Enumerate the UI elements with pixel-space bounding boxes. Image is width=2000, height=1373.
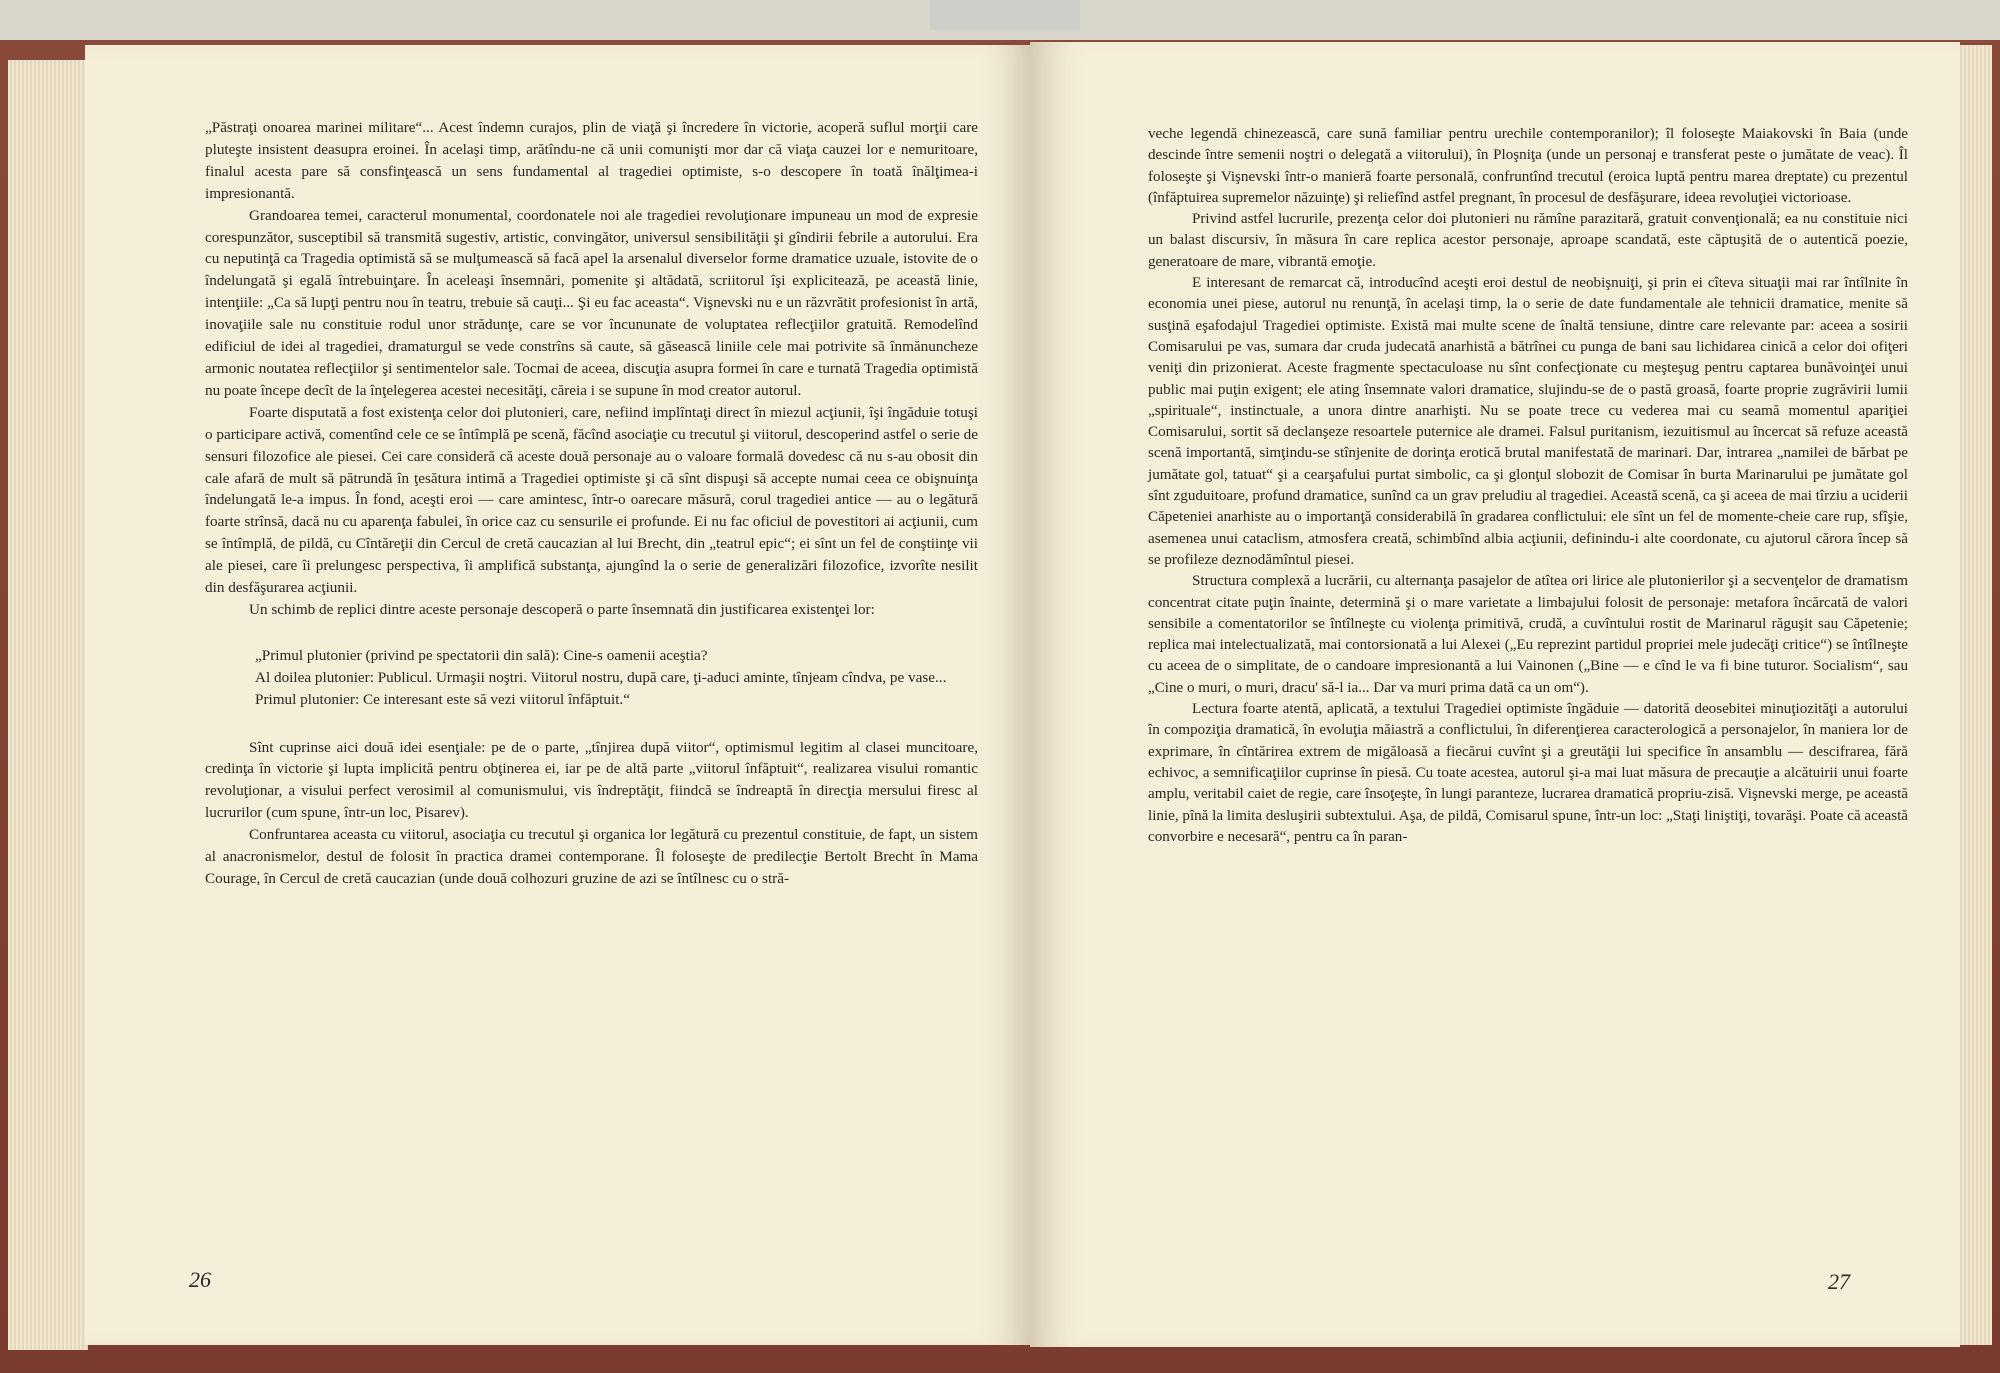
paragraph: Confruntarea aceasta cu viitorul, asociaţia cu trecutul şi organica lor legătură cu prezentul constituie, de fapt, un sistem al anacronismelor, destul de folosit în practica dramei contemporane. Îl foloseşte de predilecţie Bertolt Brecht în Mama Courage, în Cercul de cretă caucazian (unde două colhozuri gruzine de azi se întîlnesc cu o stră- [205, 826, 978, 887]
paragraph: Grandoarea temei, caracterul monumental, coordonatele noi ale tragediei revoluţionare impuneau un mod de expresie corespunzător, susceptibil să transmită sugestiv, artistic, convingător, universul sensibilităţii şi gîndirii febrile a autorului. Era cu neputinţă ca Tragedia optimistă să se mulţumească să facă apel la arsenalul diverselor forme dramatice uzuale, istovite de o îndelungată şi egală întrebuinţare. În aceleaşi însemnări, pomenite şi altădată, scriitorul îşi explicitează, pe această linie, intenţiile: „Ca să lupţi pentru nou în teatru, trebuie să cauţi... Şi eu fac aceasta“. Vişnevski nu e un răzvrătit profesionist în artă, inovaţiile sale nu constituie rodul unor strădunţe, care se vor încununate de voluptatea reflecţiilor gratuită. Remodelînd edificiul de idei al tragediei, dramaturgul se vede constrîns să caute, să găsească liniile cele mai potrivite să înmănuncheze armonic noutatea reflecţiilor şi sentimentelor sale. Tocmai de aceea, discuţia asupra formei în care e turnată Tragedia optimistă nu poate începe decît de la înţelegerea acestei necesităţi, căreia i se supune în mod creator autorul. [205, 206, 978, 399]
right-page [1030, 42, 1960, 1347]
paragraph: „Păstraţi onoarea marinei militare“... Acest îndemn curajos, plin de viaţă şi încredere în victorie, acoperă suflul morţii care pluteşte insistent deasupra eroinei. În acelaşi timp, arătîndu-ne că unii comunişti mor dar că viaţa cauzei lor e nemuritoare, finalul acesta pare să consfinţească un sens fundamental al tragediei optimiste, s-o descopere în toată înălţimea-i impresionantă. [205, 119, 978, 202]
paragraph: E interesant de remarcat că, introducînd aceşti eroi destul de neobişnuiţi, şi prin ei cîteva situaţii mai rar întîlnite în economia unei piese, autorul nu renunţă, în acelaşi timp, la o serie de date fundamentale ale tehnicii dramatice, menite să susţină eşafodajul Tragediei optimiste. Există mai multe scene de înaltă tensiune, dintre care relevante par: aceea a sosirii Comisarului pe vas, sumara dar cruda judecată anarhistă a bătrînei cu punga de bani sau lichidarea cinică a celor doi ofiţeri veniţi din prizonierat. Aceste fragmente spectaculoase nu sînt confecţionate cu meşteşug pentru captarea bunăvoinţei unui public mai puţin exigent; ele ating însemnate valori dramatice, slujindu-se de o pastă groasă, foarte proprie zugrăvirii lumii „spirituale“, instinctuale, a unora dintre anarhişti. Nu se poate trece cu vederea mai cu seamă momentul apariţiei Comisarului, sortit să declanşeze resoartele puternice ale dramei. Falsul puritanism, iezuitismul au încercat să refuze această scenă importantă, simţindu-se stînjenite de dorinţa erotică brutal manifestată de marinari. Dar, intrarea „namilei de bărbat pe jumătate gol, tatuat“ şi a cearşafului purtat simbolic, ca şi glonţul slobozit de Comisar în burta Marinarului pe jumătate gol sînt zguduitoare, profund dramatice, sunînd ca un grav preludiu al tragediei. Această scenă, ca şi aceea de mai tîrziu a uciderii Căpeteniei anarhiste au o importanţă considerabilă în gradarea conflictului: ele sînt un fel de momente-cheie care rup, sfîşie, asemenea unui cataclism, atmosfera creată, schimbînd albia acţiunii, definindu-i alte coordonate, cu ajutorul cărora încep să se profileze deznodămîntul piesei. [1148, 275, 1908, 568]
paragraph: Sînt cuprinse aici două idei esenţiale: pe de o parte, „tînjirea după viitor“, optimismul legitim al clasei muncitoare, credinţa în victorie şi lupta implicită pentru obţinerea ei, iar pe de altă parte „viitorul înfăptuit“, realizarea visului romantic revoluţionar, a visului perfect verosimil al comunismului, vis îndreptăţit, fiindcă se îndreaptă în direcţia mersului firesc al lucrurilor (cum spune, într-un loc, Pisarev). [205, 738, 978, 822]
quote-line: Primul plutonier: Ce interesant este să vezi viitorul înfăptuit.“ [255, 690, 630, 708]
paragraph: veche legendă chinezească, care sună familiar pentru urechile contemporanilor); îl foloseşte Maiakovski în Baia (unde descinde între semenii noştri o delegată a viitorului), în Ploşniţa (unde un personaj e transferat peste o jumătate de veac). Îl foloseşte şi Vişnevski într-o manieră foarte personală, confruntînd trecutul (eroica luptă pentru marea dreptate) cu prezentul (înfăptuirea supremelor năzuinţe) şi reliefînd astfel pregnant, în procesul de desfăşurare, ideea revoluţiei victorioase. [1148, 126, 1908, 206]
right-page-body [1148, 124, 1908, 848]
left-page-body [205, 117, 978, 890]
paragraph: Structura complexă a lucrării, cu alternanţa pasajelor de atîtea ori lirice ale plutonierilor şi a secvenţelor de dramatism concentrat citate puţin înainte, determină şi o mare varietate a limbajului folosit de personaje: metafora încărcată de valori sensibile a comentatorilor se întîlneşte cu violenţa primitivă, crudă, a cuvîntului rostit de Marinarul răguşit sau Căpetenie; replica mai intelectualizată, mai contorsionată a lui Alexei („Eu reprezint partidul propriei mele judecăţi critice“) se întîlneşte cu aceea de o simplitate, de o candoare impresionantă a lui Vainonen („Bine — e cînd le va fi bine tuturor. Socialism“, sau „Cine o muri, o muri, dracu' să-l ia... Dar va muri prima dată ca un om“). [1148, 573, 1908, 696]
quote-line: „Primul plutonier (privind pe spectatorii din sală): Cine-s oamenii aceştia? [255, 646, 708, 664]
page-number: 27 [1828, 1269, 1850, 1294]
background-tab [930, 0, 1080, 30]
page-edges-left [8, 60, 88, 1350]
paragraph: Privind astfel lucrurile, prezenţa celor doi plutonieri nu rămîne parazitară, gratuit convenţională; ea nu constituie nici un balast discursiv, în măsura în care replica acestor personaje, aproape scandată, este căptuşită de o autentică poezie, generatoare de mare, vibrantă emoţie. [1148, 211, 1908, 270]
paragraph: Un schimb de replici dintre aceste personaje descoperă o parte însemnată din justificarea existenţei lor: [249, 600, 875, 618]
page-number: 26 [189, 1267, 211, 1292]
left-page [85, 45, 1030, 1345]
dialogue-quote [255, 645, 978, 711]
paragraph: Lectura foarte atentă, aplicată, a textului Tragediei optimiste îngăduie — datorită deosebitei minuţiozităţi a autorului în compoziţia dramatică, în evoluţia măiastră a conflictului, în diferenţierea caracterologică a personajelor, în maniera lor de exprimare, în cîntărirea extrem de migăloasă a fiecărui cuvînt şi a greutăţii lui specifice în ansamblu — descifrarea, fără echivoc, a semnificaţiilor cuprinse în piesă. Cu toate acestea, autorul şi-a mai luat măsura de precauţie a alcătuirii unui foarte amplu, veritabil caiet de regie, care însoţeşte, în lungi paranteze, lucrarea dramatică propriu-zisă. Vişnevski merge, pe această linie, pînă la limita desluşirii subtextului. Aşa, de pildă, Comisarul spune, într-un loc: „Staţi liniştiţi, tovarăşi. Poate că această convorbire e necesară“, pentru ca în paran- [1148, 701, 1908, 845]
paragraph: Foarte disputată a fost existenţa celor doi plutonieri, care, nefiind implîntaţi direct în miezul acţiunii, îşi îngăduie totuşi o participare activă, comentînd cele ce se întîmplă pe scenă, făcînd asociaţie cu trecutul şi viitorul, descoperind astfel o serie de sensuri filozofice ale piesei. Cei care consideră că aceste două personaje au o valoare formală dovedesc că nu s-au obosit din cale afară de mult să pătrundă în ţesătura intimă a Tragediei optimiste şi că sînt dispuşi să accepte numai ceea ce obişnuinţa îndelungată le-a impus. În fond, aceşti eroi — care amintesc, într-o oarecare măsură, corul tragediei antice — au o legătură foarte strînsă, dacă nu cu aparenţa fabulei, în orice caz cu sensurile ei profunde. Ei nu fac oficiul de povestitori ai acţiunii, cum se întîmplă, de pildă, cu Cîntăreţii din Cercul de cretă caucazian al lui Brecht, din „teatrul epic“; ei sînt un fel de conştiinţe vii ale piesei, care îi prelungesc perspectiva, îi amplifică substanţa, ajungînd la o serie de generalizări filozofice, izvorîte nesilit din desfăşurarea acţiunii. [205, 403, 978, 597]
quote-line: Al doilea plutonier: Publicul. Urmaşii noştri. Viitorul nostru, după care, ţi-aduci aminte, tînjeam cîndva, pe vase... [255, 668, 947, 686]
